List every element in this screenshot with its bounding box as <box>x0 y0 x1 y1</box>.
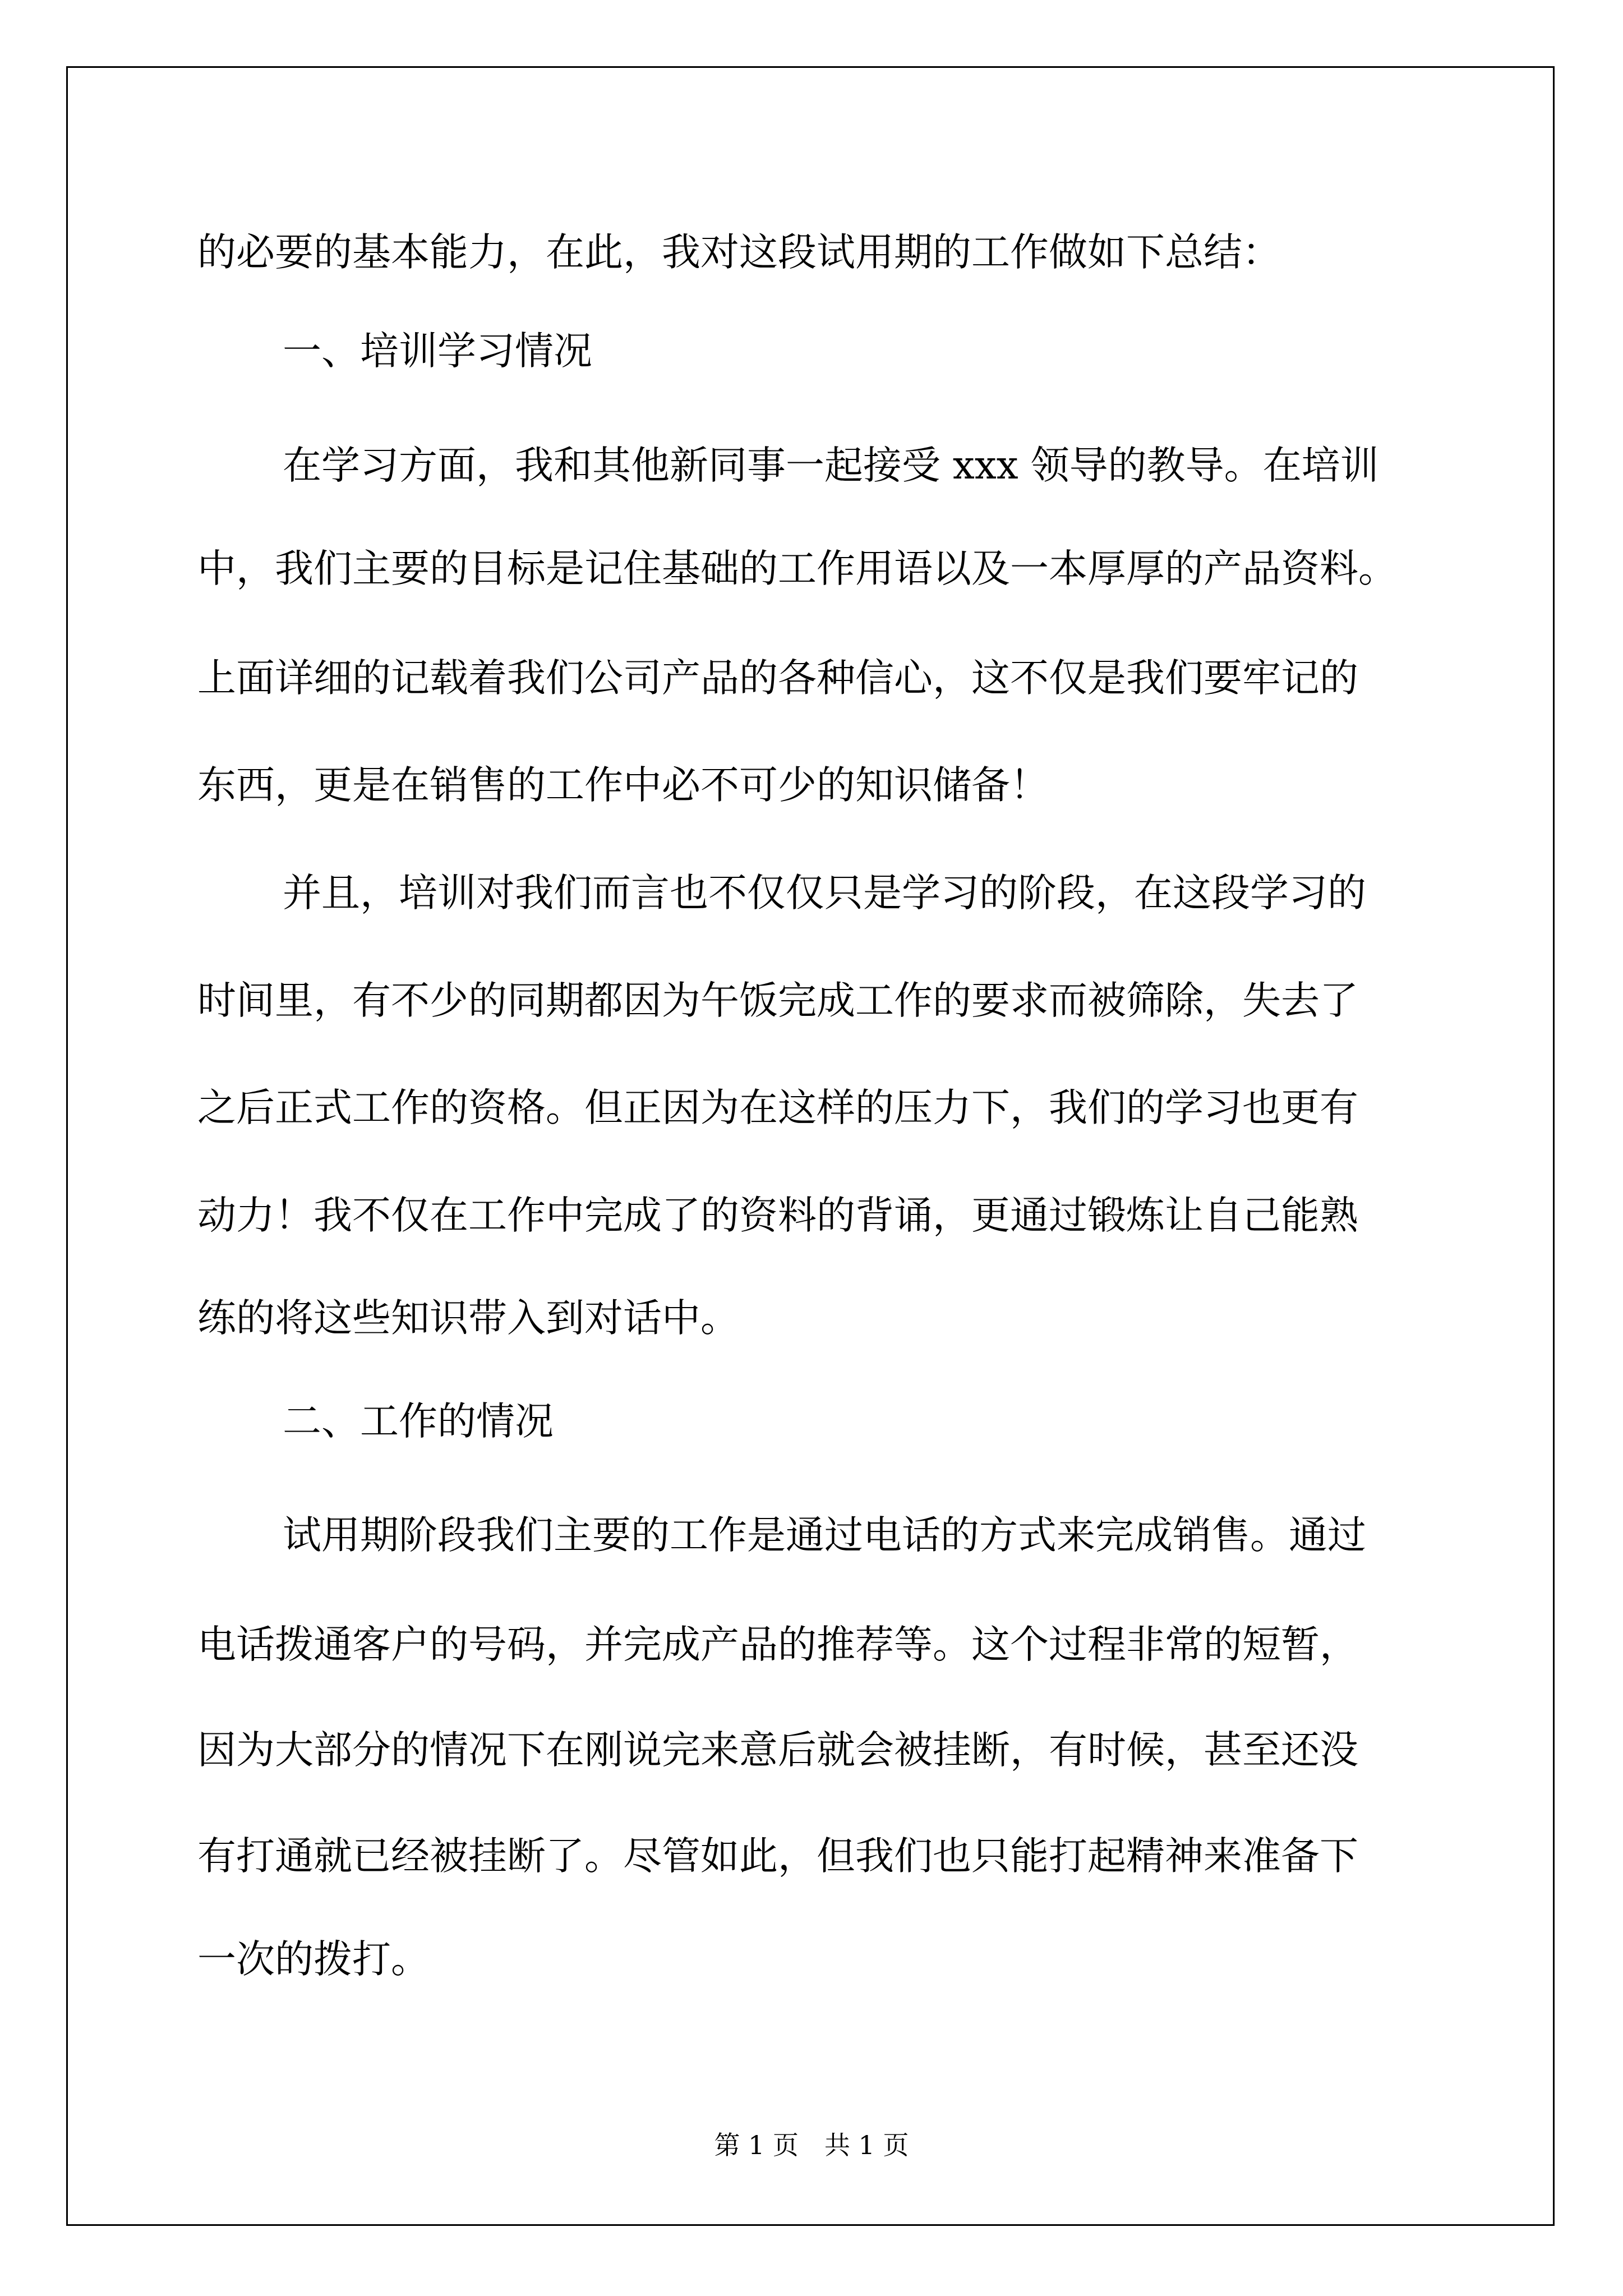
paragraph-first-line: 试用期阶段我们主要的工作是通过电话的方式来完成销售。通过 <box>283 1513 1366 1558</box>
page-number-footer: 第 1 页 共 1 页 <box>714 2130 909 2160</box>
body-line: 时间里，有不少的同期都因为午饭完成工作的要求而被筛除，失去了 <box>197 978 1358 1023</box>
paragraph-first-line: 并且，培训对我们而言也不仅仅只是学习的阶段，在这段学习的 <box>283 871 1366 915</box>
section-heading: 二、工作的情况 <box>283 1399 554 1444</box>
body-line: 动力！我不仅在工作中完成了的资料的背诵，更通过锻炼让自己能熟 <box>197 1193 1358 1238</box>
paragraph-first-line: 在学习方面，我和其他新同事一起接受 xxx 领导的教导。在培训 <box>283 443 1379 488</box>
body-line: 上面详细的记载着我们公司产品的各种信心，这不仅是我们要牢记的 <box>197 656 1358 701</box>
body-line: 有打通就已经被挂断了。尽管如此，但我们也只能打起精神来准备下 <box>197 1834 1358 1879</box>
page-border <box>66 66 1555 2226</box>
body-line: 东西，更是在销售的工作中必不可少的知识储备！ <box>197 763 1049 808</box>
body-line: 之后正式工作的资格。但正因为在这样的压力下，我们的学习也更有 <box>197 1085 1358 1130</box>
body-line: 因为大部分的情况下在刚说完来意后就会被挂断，有时候，甚至还没 <box>197 1728 1358 1773</box>
body-line: 一次的拨打。 <box>197 1937 430 1982</box>
body-line: 练的将这些知识带入到对话中。 <box>197 1296 739 1341</box>
body-line: 电话拨通客户的号码，并完成产品的推荐等。这个过程非常的短暂， <box>197 1622 1358 1667</box>
body-line: 中，我们主要的目标是记住基础的工作用语以及一本厚厚的产品资料。 <box>197 546 1397 591</box>
body-line: 的必要的基本能力，在此，我对这段试用期的工作做如下总结： <box>197 230 1281 275</box>
section-heading: 一、培训学习情况 <box>283 329 592 374</box>
